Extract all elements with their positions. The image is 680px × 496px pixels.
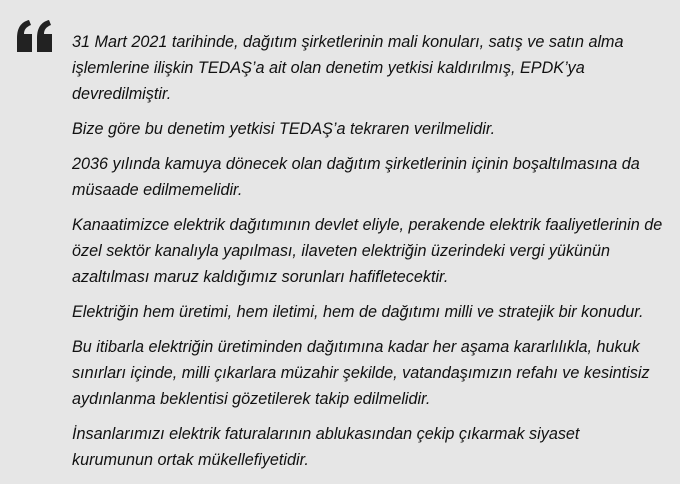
quote-paragraph-4: Kanaatimizce elektrik dağıtımının devlet eliyle, perakende elektrik faaliyetlerinin de özel sektör kanalıyla yapılması, ilaveten elektriğin üzerindeki vergi yükünün azaltılması maruz kaldığımız sorunları hafifletecektir.: [72, 216, 663, 286]
quote-paragraph-3: 2036 yılında kamuya dönecek olan dağıtım şirketlerinin içinin boşaltılmasına da müsaade edilmemelidir.: [72, 155, 640, 199]
quote-paragraph-7: İnsanlarımızı elektrik faturalarının ablukasından çekip çıkarmak siyaset kurumunun ortak mükellefiyetidir.: [72, 425, 580, 469]
quote-mark-icon: [16, 18, 54, 54]
quote-text: [72, 29, 664, 473]
quote-paragraph-2: Bize göre bu denetim yetkisi TEDAŞ’a tekraren verilmelidir.: [72, 120, 496, 138]
quote-paragraph-6: Bu itibarla elektriğin üretiminden dağıtımına kadar her aşama kararlılıkla, hukuk sınırları içinde, milli çıkarlara müzahir şekilde, vatandaşımızın refahı ve kesintisiz aydınlanma beklentisi gözetilerek takip edilmelidir.: [72, 338, 650, 408]
quote-paragraph-5: Elektriğin hem üretimi, hem iletimi, hem de dağıtımı milli ve stratejik bir konudur.: [72, 303, 644, 321]
quote-paragraph-1: 31 Mart 2021 tarihinde, dağıtım şirketlerinin mali konuları, satış ve satın alma işlemlerine ilişkin TEDAŞ’a ait olan denetim yetkisi kaldırılmış, EPDK’ya devredilmiştir.: [72, 33, 624, 103]
